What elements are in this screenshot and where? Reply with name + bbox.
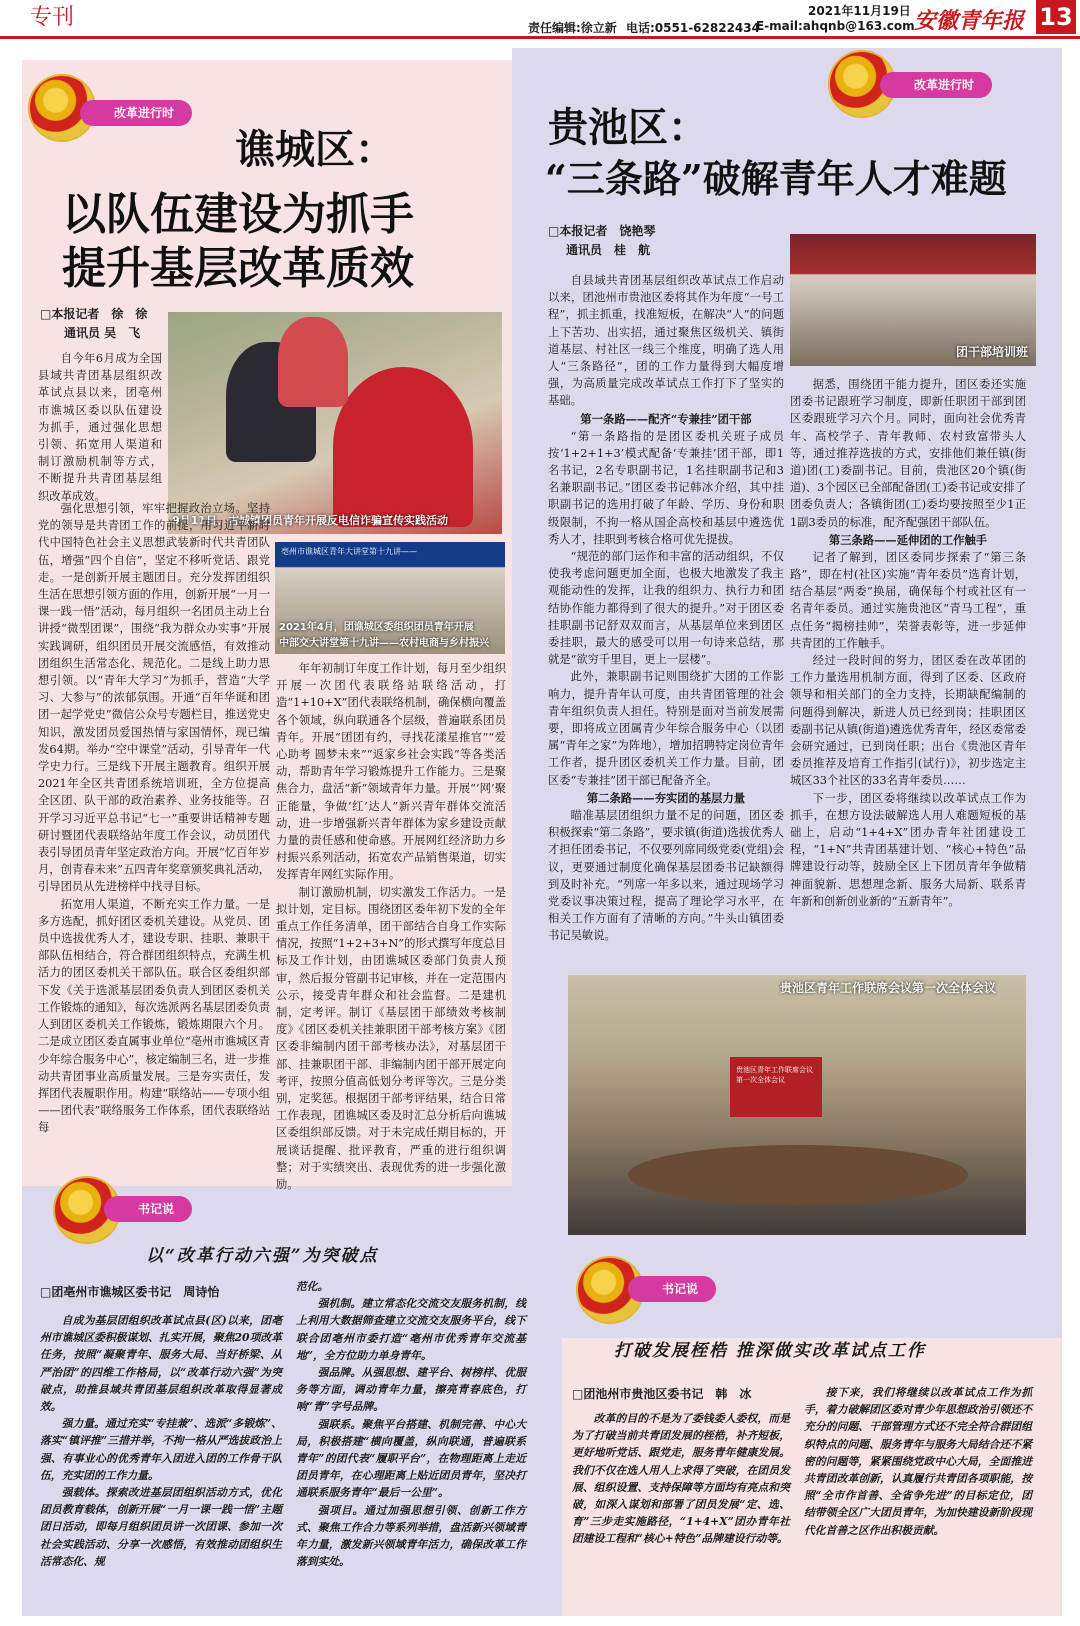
editor-name: 责任编辑:徐立新 bbox=[528, 21, 617, 35]
right-photo-1-caption: 团干部培训班 bbox=[955, 345, 1028, 359]
right-c2-p2: 记者了解到，团区委同步探索了“第三条路”，即在村(社区)实施“青年委员”选育计划，结合基层“两委”换届，确保每个村或社区有一名青年委员。通过实施贵池区“青马工程”，重点任务“揭榜挂帅”，荣誉表彰等，进一步延伸共青团的工作触手。 bbox=[790, 550, 1026, 650]
right-sub3: 第三条路——延伸团的工作触手 bbox=[828, 532, 988, 547]
right-c1-p3: 此外，兼职副书记则围绕扩大团的工作影响力，提升青年认可度，由共青团管理的社会青年组织负责人担任。特别是面对当前发展需要，即将成立团属青少年综合服务中心（以团属“青年之家”为阵地），增加招聘特定岗位青年工作者，提升团区委机关工作力量。目前，团区委“专兼挂”团干部已配备齐全。 bbox=[548, 670, 784, 787]
left-c1-p2: 强化思想引领，牢牢把握政治立场。坚持党的领导是共青团工作的前提，用习近平新时代中国特色社会主义思想武装新时代共青团队伍，增强“四个自信”，坚定不移听党话、跟党走。一是创新开展主题团日。充分发挥团组织生活在思想引领方面的作用，创新开展“一月一课一践一悟”活动，每月组织一名团员主动上台讲授“微型团课”，围绕“我为群众办实事”开展实践调研，组织团员开展交流感悟，有效推动团组织生活常态化、规范化。二是线上助力思想引领。以“青年大学习”为抓手，营造“大学习、大参与”的浓郁氛围。开通“百年华诞和团团一起学党史”微信公众号专题栏目，推送党史知识，激发团员爱国热情与家国情怀，现已编发64期。举办“空中课堂”活动，引导青年一代学史力行。三是线下开展主题教育。组织开展2021年全区共青团系统培训班，全方位提高全区团、队干部的政治素养、业务技能等。召开学习习近平总书记“七一”重要讲话精神专题研讨暨团代表联络站年度工作会议，动员团代表引导团员青年坚定政治方向。开展“忆百年岁月，创青春未来”五四青年奖章颁奖典礼活动，引导团员从先进榜样中找寻目标。 bbox=[38, 502, 270, 894]
right-photo-2-caption: 贵池区青年工作联席会议第一次全体会议 bbox=[779, 981, 996, 995]
lc-c2-p4: 强联系。聚焦平台搭建、机制完善、中心大局，积极搭建“横向覆盖，纵向联通，普遍联系青年”的团代表“履职平台”，在物理距离上走近团员青年，在心理距离上贴近团员青年，坚决打通联系服务青年“最后一公里”。 bbox=[296, 1417, 526, 1500]
left-commentary-col2 bbox=[296, 1278, 526, 1570]
left-commentary-title: 以“改革行动六强”为突破点 bbox=[146, 1246, 379, 1266]
left-c2-p1: 年年初制订年度工作计划，每月至少组织开展一次团代表联络站联络活动，打造“1+10+X”团代表联络机制，确保横向覆盖各个领域，纵向联通各个层级，普遍联系团员青年。开展“团团有约，寻找花漾星推官”“爱心助考 圆梦未来”“返家乡社会实践”等各类活动，帮助青年学习锻炼提升工作能力。三是聚焦合力，盘活“新”领域青年力量。开展“‘网’聚正能量，争做‘红’达人”新兴青年群体交流活动，进一步增强新兴青年群体为家乡建设贡献力量的责任感和使命感。开展网红经济助力乡村振兴系列活动，拓宽农产品销售渠道，切实发挥青年网红实际作用。 bbox=[276, 662, 506, 882]
reform-tag-left: 改革进行时 bbox=[80, 100, 192, 126]
lc-c2-p3: 强品牌。从强思想、建平台、树榜样、优服务等方面，调动青年力量，擦亮青春底色，打响“青”字号品牌。 bbox=[296, 1366, 526, 1414]
right-c2-p3: 经过一段时间的努力，团区委在改革团的工作力量选用机制方面，得到了区委、区政府领导和相关部门的全力支持，长期缺配编制的问题得到解决，新进人员已经到岗；挂职团区委副书记从镇(街道)遴选优秀青年，经区委常委会研究通过，已到岗任职；出台《贵池区青年委员推荐及培育工作指引(试行)》，初步选定主城区33个社区的33名青年委员…… bbox=[790, 654, 1026, 788]
right-commentary-title: 打破发展桎梏 推深做实改革试点工作 bbox=[614, 1341, 926, 1361]
lc-c2-p1: 范化。 bbox=[296, 1280, 329, 1293]
left-column-1 bbox=[38, 350, 263, 505]
left-photo-2-banner: 亳州市谯城区青年大讲堂第十九讲—— bbox=[281, 547, 417, 556]
left-photo-2 bbox=[275, 542, 505, 654]
right-commentary-col2 bbox=[804, 1384, 1032, 1539]
left-title-3: 提升基层改革质效 bbox=[62, 243, 414, 294]
left-c1-p3: 拓宽用人渠道，不断充实工作力量。一是多方选配，抓好团区委机关建设。从党员、团员中选拔优秀人才，建设专职、挂职、兼职干部队伍相结合，符合群团组织特点，充满生机活力的团区委机关干部队伍。联合区委组织部下发《关于选派基层团委负责人到团区委机关工作锻炼的通知》，每次选派两名基层团委负责人到团区委机关工作锻炼，锻炼期限六个月。二是成立团区委直属事业单位“亳州市谯城区青少年综合服务中心”，核定编制三名，进一步推动共青团事业高质量发展。三是夯实责任，发挥团代表履职作用。构建“联络站——专项小组——团代表”联络服务工作体系，团代表联络站每 bbox=[38, 897, 270, 1135]
right-c1-p1: “第一条路指的是团区委机关班子成员按‘1+2+1+3’模式配备‘专兼挂’团干部，即1名书记，2名专职副书记，1名挂职副书记和3名兼职副书记。”团区委书记韩冰介绍，其中挂职副书记的选用打破了年龄、学历、身份和职级限制，不拘一格从国企高校和基层中遴选优秀人才，挂职到考核合格可优先提拔。 bbox=[548, 429, 784, 546]
secretary-tag-left: 书记说 bbox=[104, 1196, 192, 1222]
editor-phone: 电话:0551-62822434 bbox=[626, 21, 760, 35]
lc-c2-p2: 强机制。建立常态化交流交友服务机制，线上利用大数据筛查建立交流交友服务平台，线下联合团亳州市委打造“亳州市优秀青年交流基地”，全方位助力单身青年。 bbox=[296, 1297, 526, 1362]
page-number: 13 bbox=[1036, 0, 1076, 34]
left-byline bbox=[40, 305, 147, 343]
rc-c1-p1: 改革的目的不是为了委钱委人委权，而是为了打破当前共青团发展的桎梏，补齐短板，更好地听党话、跟党走，服务青年健康发展。我们不仅在选人用人上求得了突破，在团员发展、组织设置、支持保障等方面均有亮点和突破，如深入谋划和部署了团员发展“定、选、育”三步走实施路径，“1+4+X”团办青年社团建设工程和“核心+特色”品牌建设行动等。 bbox=[572, 1412, 790, 1546]
page-header bbox=[0, 0, 1080, 39]
lc-c2-p5: 强项目。通过加强思想引领、创新工作方式、聚焦工作合力等系列举措，盘活新兴领域青年力量，激发新兴领域青年活力，确保改革工作落到实处。 bbox=[296, 1503, 526, 1569]
right-commentary-byline: □团池州市贵池区委书记 韩 冰 bbox=[572, 1387, 752, 1401]
right-title-1: 贵池区： bbox=[548, 104, 708, 151]
right-c2-p4: 下一步，团区委将继续以改革试点工作为抓手，在想方设法破解选人用人难题短板的基础上，启动“1+4+X”团办青年社团建设工程，“1+N”共青团基建计划、“核心+特色”品牌建设行动等，鼓励全区上下团员青年争做精神面貌新、思想理念新、服务大局新、联系青年新和创新创业新的“五新青年”。 bbox=[790, 791, 1026, 908]
issue-date: 2021年11月19日 bbox=[808, 4, 911, 18]
editor-email: E-mail:ahqnb@163.com bbox=[756, 19, 915, 33]
lc-c1-p2: 强力量。通过充实“专挂兼”、选派“多锻炼”、落实“镇评推”三措并举，不拘一格从严选拔政治上强、有事业心的优秀青年入团进入团的工作骨干队伍，充实团的工作力量。 bbox=[40, 1417, 282, 1482]
right-c2-p1: 据悉，围绕团干能力提升，团区委还实施团委书记跟班学习制度，即新任职团干部到团区委跟班学习六个月。同时，面向社会优秀青年、高校学子、青年教师、农村致富带头人等，通过推荐选拔的方式，安排他们兼任镇(街道)团(工)委副书记。目前，贵池区20个镇(街道)、3个园区已全部配备团(工)委书记或安排了团委负责人；各镇街团(工)委均要按照至少1正1副3委员的标准，配齐配强团干部队伍。 bbox=[790, 378, 1026, 529]
right-intro: 自县域共青团基层组织改革试点工作启动以来，团池州市贵池区委将其作为年度“一号工程”，抓主抓重，找准短板，在解决“人”的问题上下苦功、出实招，通过聚焦区级机关、镇街道基层、村社区一线三个维度，明确了选人用人“三条路径”，团的工作力量得到大幅度增强，为高质量完成改革试点工作打下了坚实的基础。 bbox=[548, 274, 784, 408]
left-c2-p2: 制订激励机制，切实激发工作活力。一是拟计划，定目标。围绕团区委年初下发的全年重点工作任务清单，团干部结合自身工作实际情况，按照“1+2+3+N”的形式撰写年度总目标及工作计划，由团谯城区委部门负责人预审，然后报分管副书记审核，并在一定范围内公示，接受青年群众和社会监督。二是建机制，定考评。制订《基层团干部绩效考核制度》《团区委机关挂兼职团干部考核方案》《团区委非编制内团干部考核办法》，对基层团干部、挂兼职团干部、非编制内团干部开展定向考评，按照分值高低划分考评等次。三是分类别，定奖惩。根据团干部考评结果，结合日常工作表现，团谯城区委及时汇总分析后向谯城区委组织部反馈。对于未完成任期目标的，开展谈话提醒、批评教育，严重的进行组织调整；对于实绩突出、表现优秀的进一步强化激励。 bbox=[276, 885, 506, 1192]
right-photo-2-banner: 贵池区青年工作联席会议第一次全体会议 bbox=[736, 1066, 813, 1084]
left-byline-correspondent: 通讯员 吴 飞 bbox=[64, 326, 141, 340]
lc-c1-p3: 强载体。探索改进基层团组织活动方式，优化团员教育载体，创新开展“一月一课一践一悟”主题团日活动，即每月组织团员讲一次团课、参加一次社会实践活动、分享一次感悟，有效推动团组织生活常态化、规 bbox=[40, 1486, 282, 1568]
left-column-1b bbox=[38, 500, 270, 1137]
meeting-table bbox=[628, 1145, 968, 1205]
left-column-2 bbox=[276, 660, 506, 1193]
reform-tag-right: 改革进行时 bbox=[880, 72, 992, 98]
right-sub1: 第一条路——配齐“专兼挂”团干部 bbox=[580, 411, 752, 426]
left-commentary-byline: □团亳州市谯城区委书记 周诗怡 bbox=[40, 1285, 220, 1299]
right-photo-2 bbox=[568, 975, 1026, 1235]
right-byline-correspondent: 通讯员 桂 航 bbox=[566, 243, 651, 257]
left-title-2: 以队伍建设为抓手 bbox=[62, 189, 414, 240]
rc-c2-p1: 接下来，我们将继续以改革试点工作为抓手，着力破解团区委对青少年思想政治引领还不充分的问题、干部管理方式还不完全符合群团组织特点的问题、服务青年与服务大局结合还不紧密的问题等，紧紧围绕党政中心大局，全面推进共青团改革创新，认真履行共青团各项职能，按照“全市作首善、全省争先进”的目标定位，团结带领全区广大团员青年，为加快建设新阶段现代化首善之区作出积极贡献。 bbox=[804, 1386, 1032, 1537]
right-commentary-col1 bbox=[572, 1410, 790, 1548]
right-c1-p4: 瞄准基层团组织力量不足的问题，团区委积极探索“第二条路”，要求镇(街道)选拔优秀人才担任团委书记，不仅要列席同级党委(党组)会议，更要通过制度化确保基层团委书记缺额得到及时补充。“列席一年多以来，通过现场学习党委议事决策过程，提高了理论学习水平，在相关工作方面有了清晰的方向。”牛头山镇团委书记吴敏说。 bbox=[548, 808, 784, 943]
section-label: 专刊 bbox=[30, 5, 75, 30]
left-photo-1-caption: 9月11日，古城镇团员青年开展反电信诈骗宣传实践活动 bbox=[172, 514, 448, 527]
right-sub2: 第二条路——夯实团的基层力量 bbox=[586, 790, 746, 805]
left-commentary-col1 bbox=[40, 1312, 282, 1570]
right-c1-p2: “规范的部门运作和丰富的活动组织，不仅使我考虑问题更加全面，也极大地激发了我主观能动性的发挥，让我的组织力、执行力和团结协作能力都得到了很大的提升。”对于团区委挂职副书记舒双双而言，从基层单位来到团区委挂职，最大的感受可以用一句诗来总结，那就是“欲穷千里目，更上一层楼”。 bbox=[548, 550, 784, 667]
left-photo-2-caption-2: 中部交大讲堂第十九讲——农村电商与乡村振兴 bbox=[279, 638, 489, 649]
right-column-1 bbox=[548, 272, 784, 945]
right-title-2: “三条路”破解青年人才难题 bbox=[545, 156, 1007, 201]
left-photo-2-caption: 2021年4月，团谯城区委组织团员青年开展 bbox=[279, 622, 474, 633]
photo-person-vest bbox=[333, 367, 473, 527]
right-photo-1 bbox=[790, 234, 1036, 366]
photo-person-3 bbox=[278, 317, 348, 407]
secretary-tag-right: 书记说 bbox=[628, 1276, 716, 1302]
right-byline-reporter: □本报记者 饶艳琴 bbox=[548, 224, 656, 238]
left-title-1: 谯城区： bbox=[235, 126, 395, 173]
left-byline-reporter: □本报记者 徐 徐 bbox=[40, 307, 148, 321]
right-column-2 bbox=[790, 376, 1026, 910]
paper-logo: 安徽青年报 bbox=[914, 8, 1025, 34]
left-c1-p1: 自今年6月成为全国县域共青团基层组织改革试点县以来，团亳州市谯城区委以队伍建设为抓手，通过强化思想引领、拓宽用人渠道和制订激励机制等方式，不断提升共青团基层组织改革成效。 bbox=[38, 352, 162, 503]
right-byline bbox=[548, 222, 655, 260]
lc-c1-p1: 自成为基层团组织改革试点县(区)以来，团亳州市谯城区委积极谋划、扎实开展，聚焦20项改革任务，按照“凝聚青年、服务大局、当好桥梁、从严治团”的四维工作格局，以“改革行动六强”为突破点，助推县域共青团基层组织改革取得显著成效。 bbox=[40, 1314, 282, 1414]
